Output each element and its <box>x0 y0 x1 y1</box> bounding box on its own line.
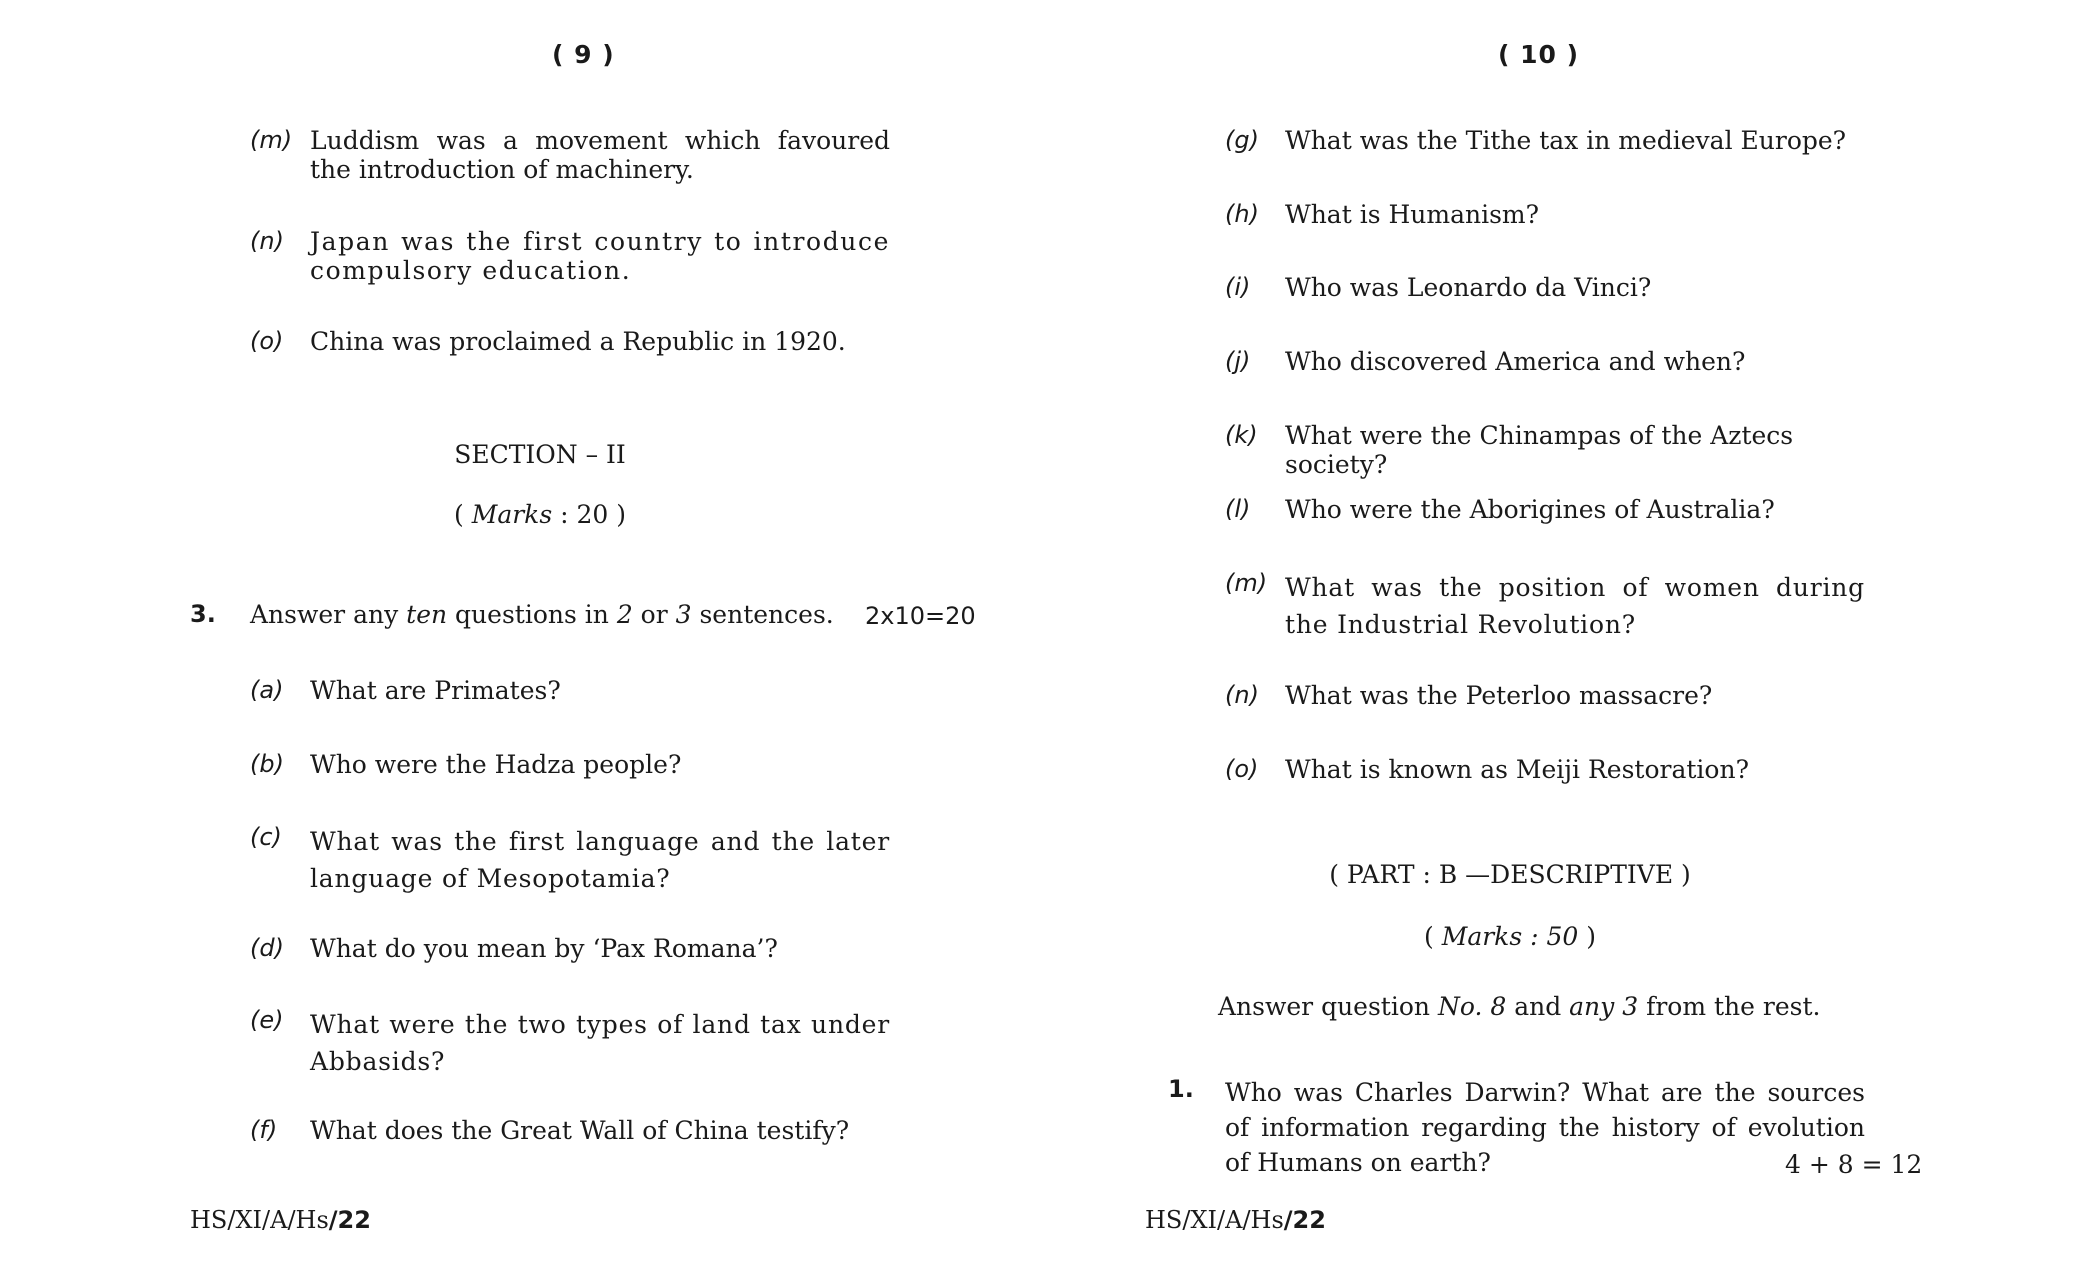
item-label: (n) <box>1225 681 1259 709</box>
item-text: What was the position of women during the Industrial Revolution? <box>1285 573 1865 639</box>
item-label: (o) <box>250 327 284 355</box>
item-text: What were the two types of land tax under Abbasids? <box>310 1010 890 1076</box>
descriptive-question-marks: 4 + 8 = 12 <box>1785 1150 1923 1179</box>
item-label: (a) <box>250 676 284 704</box>
item-text: What do you mean by ‘Pax Romana’? <box>310 934 778 963</box>
item-text: What is known as Meiji Restoration? <box>1285 755 1749 784</box>
item-label: (h) <box>1225 200 1259 228</box>
item-label: (b) <box>250 750 284 778</box>
item-label: (g) <box>1225 126 1259 154</box>
item-label: (k) <box>1225 421 1258 449</box>
item-text: What are Primates? <box>310 676 561 705</box>
item-text: Who were the Aborigines of Australia? <box>1285 495 1775 524</box>
right-page-number: ( 10 ) <box>1498 40 1580 69</box>
item-label: (m) <box>1225 569 1268 597</box>
item-label: (d) <box>250 934 284 962</box>
item-text: What is Humanism? <box>1285 200 1540 229</box>
item-text: What does the Great Wall of China testify? <box>310 1116 850 1145</box>
left-page-number: ( 9 ) <box>552 40 615 69</box>
item-label: (i) <box>1225 273 1251 301</box>
part-marks: ( Marks : 50 ) <box>1424 922 1596 951</box>
item-text: Who was Leonardo da Vinci? <box>1285 273 1652 302</box>
question-text: Answer any ten questions in 2 or 3 sentences. <box>250 600 834 629</box>
item-label: (l) <box>1225 495 1251 523</box>
item-text: What were the Chinampas of the Aztecs society? <box>1285 421 1794 479</box>
item-label: (m) <box>250 126 293 154</box>
question-number: 3. <box>190 600 216 628</box>
item-text: What was the Tithe tax in medieval Europe? <box>1285 126 1847 155</box>
item-label: (c) <box>250 823 282 851</box>
left-footer: HS/XI/A/Hs/22 <box>190 1206 371 1234</box>
item-label: (f) <box>250 1116 278 1144</box>
descriptive-question-number: 1. <box>1168 1075 1194 1103</box>
part-instruction: Answer question No. 8 and any 3 from the rest. <box>1218 992 1821 1021</box>
item-text: Japan was the first country to introduce compulsory education. <box>310 227 890 285</box>
item-text: Who discovered America and when? <box>1285 347 1746 376</box>
question-marks: 2x10=20 <box>865 602 976 630</box>
section-title: SECTION – II <box>454 440 626 469</box>
item-label: (o) <box>1225 755 1259 783</box>
right-footer: HS/XI/A/Hs/22 <box>1145 1206 1326 1234</box>
section-marks: ( Marks : 20 ) <box>454 500 626 529</box>
item-text: China was proclaimed a Republic in 1920. <box>310 327 846 356</box>
descriptive-question-text: Who was Charles Darwin? What are the sources of information regarding the history of evolution of Humans on earth? <box>1225 1078 1865 1177</box>
item-text: Luddism was a movement which favoured the introduction of machinery. <box>310 126 890 184</box>
part-title: ( PART : B —DESCRIPTIVE ) <box>1329 860 1691 889</box>
item-text: Who were the Hadza people? <box>310 750 682 779</box>
item-label: (e) <box>250 1006 284 1034</box>
item-text: What was the first language and the later language of Mesopotamia? <box>310 827 890 893</box>
item-text: What was the Peterloo massacre? <box>1285 681 1713 710</box>
item-label: (j) <box>1225 347 1251 375</box>
item-label: (n) <box>250 227 284 255</box>
